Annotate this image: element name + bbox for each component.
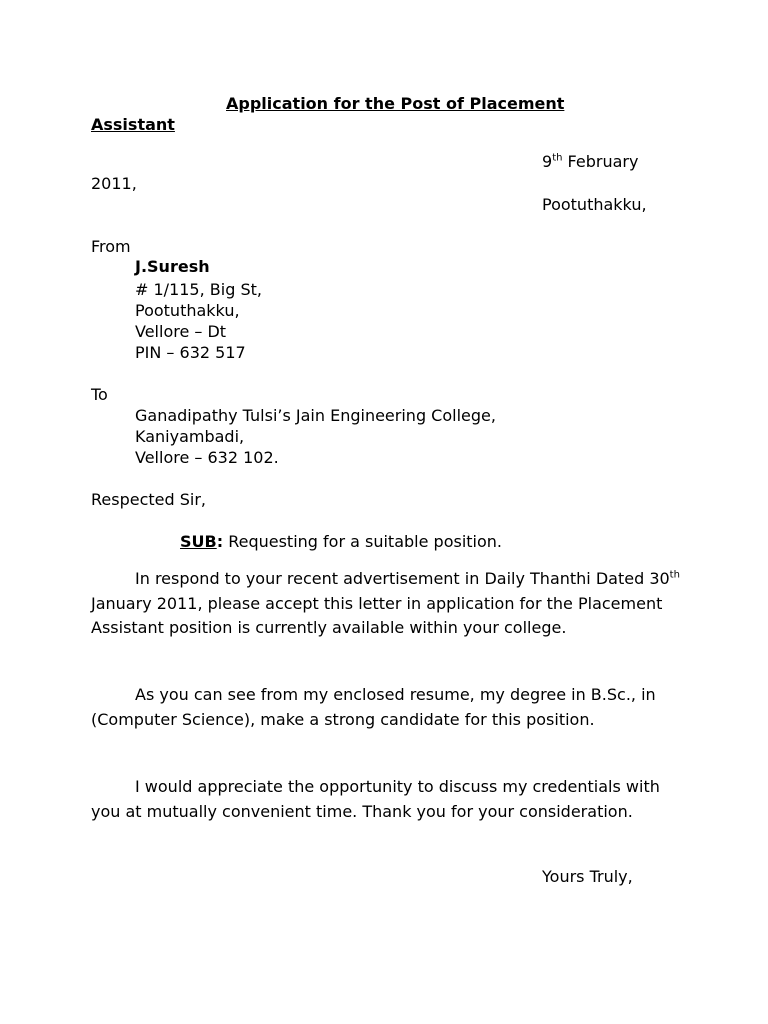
sender-name: J.Suresh bbox=[135, 257, 210, 276]
paragraph-2-text: As you can see from my enclosed resume, my degree in B.Sc., in (Computer Science), make a strong candidate for this position. bbox=[91, 685, 656, 729]
sender-address-line: Vellore – Dt bbox=[135, 322, 227, 341]
subject-text: Requesting for a suitable position. bbox=[223, 532, 502, 551]
paragraph-1 bbox=[91, 567, 691, 641]
date-day: 9 bbox=[542, 152, 553, 171]
date-month: February bbox=[567, 152, 639, 171]
date-suffix: th bbox=[552, 152, 563, 164]
paragraph-3 bbox=[91, 775, 691, 824]
sender-address-line: Pootuthakku, bbox=[135, 301, 240, 320]
paragraph-3-text: I would appreciate the opportunity to discuss my credentials with you at mutually convenient time. Thank you for your consideration. bbox=[91, 777, 660, 821]
closing: Yours Truly, bbox=[542, 867, 633, 886]
paragraph-1-sup: th bbox=[669, 569, 680, 581]
date-line bbox=[542, 152, 638, 172]
subject-line bbox=[180, 532, 502, 552]
subject-colon: : bbox=[216, 532, 224, 551]
from-label: From bbox=[91, 237, 131, 256]
date-year: 2011, bbox=[91, 174, 137, 193]
to-label: To bbox=[91, 385, 108, 404]
subject-label: SUB bbox=[180, 532, 217, 551]
sender-address-line: # 1/115, Big St, bbox=[135, 280, 262, 299]
recipient-address-line: Vellore – 632 102. bbox=[135, 448, 279, 467]
paragraph-2 bbox=[91, 683, 691, 732]
recipient-address-line: Ganadipathy Tulsi’s Jain Engineering College, bbox=[135, 406, 496, 425]
title-line-1: Application for the Post of Placement bbox=[226, 94, 565, 113]
sender-address-line: PIN – 632 517 bbox=[135, 343, 246, 362]
title-line-2: Assistant bbox=[91, 115, 175, 134]
paragraph-1-part1: In respond to your recent advertisement in Daily Thanthi Dated 30 bbox=[135, 569, 670, 588]
place: Pootuthakku, bbox=[542, 195, 647, 214]
salutation: Respected Sir, bbox=[91, 490, 206, 509]
paragraph-1-part2: January 2011, please accept this letter in application for the Placement Assistant position is currently available within your college. bbox=[91, 593, 663, 637]
recipient-address-line: Kaniyambadi, bbox=[135, 427, 245, 446]
